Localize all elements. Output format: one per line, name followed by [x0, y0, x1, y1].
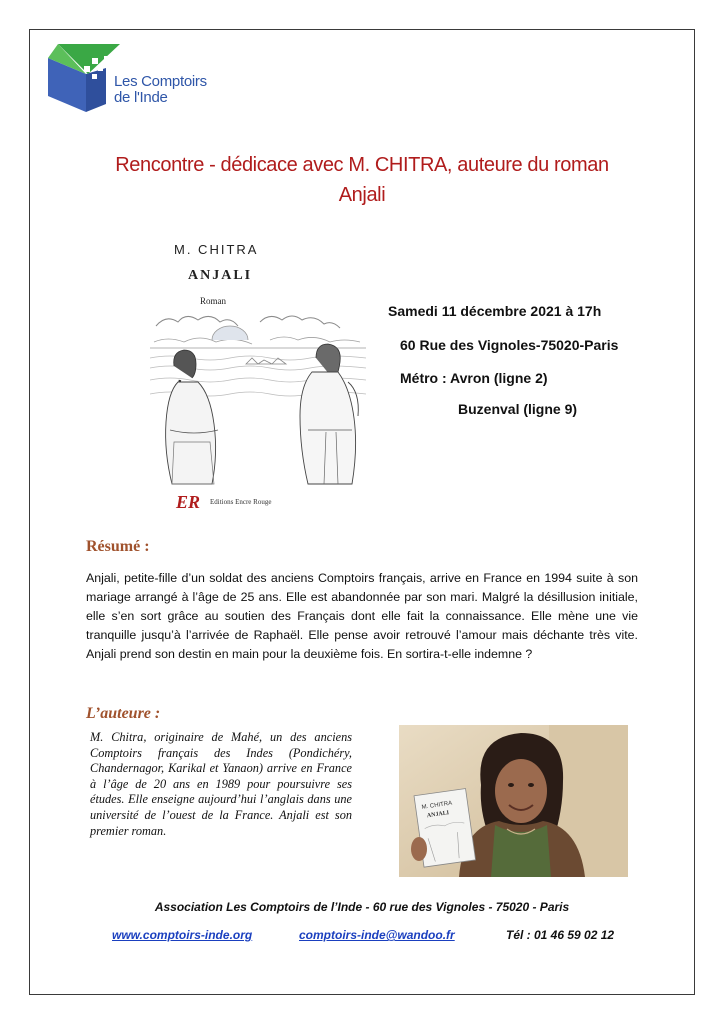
logo-text	[114, 74, 207, 106]
publisher-name: Editions Encre Rouge	[210, 498, 272, 506]
cover-genre: Roman	[200, 296, 226, 306]
event-metro-avron: Métro : Avron (ligne 2)	[400, 370, 548, 386]
book-cover	[150, 234, 366, 518]
footer-association: Association Les Comptoirs de l’Inde - 60 rue des Vignoles - 75020 - Paris	[154, 900, 570, 914]
photo-book-title: ANJALI	[426, 810, 450, 820]
publisher-emblem-icon	[174, 490, 204, 514]
cover-illustration	[150, 306, 366, 486]
email-link[interactable]: comptoirs-inde@wandoo.fr	[299, 928, 455, 942]
svg-text:ER: ER	[176, 492, 201, 512]
footer-phone: Tél : 01 46 59 02 12	[506, 928, 615, 942]
event-date: Samedi 11 décembre 2021 à 17h	[388, 303, 602, 319]
website-link[interactable]: www.comptoirs-inde.org	[112, 928, 253, 942]
page-title	[60, 150, 664, 210]
logo-line2: de l'Inde	[114, 89, 168, 106]
logo-emblem-icon	[48, 44, 124, 112]
auteure-heading: L’auteure :	[86, 705, 161, 722]
publisher-logo	[174, 490, 354, 514]
cover-title: ANJALI	[188, 268, 253, 283]
title-line2: Anjali	[338, 184, 386, 206]
author-photo	[399, 725, 628, 877]
resume-heading: Résumé :	[86, 538, 150, 555]
photo-book-author: M. CHITRA	[421, 800, 453, 811]
cover-author: M. CHITRA	[174, 242, 259, 257]
auteure-text: M. Chitra, originaire de Mahé, un des anciens Comptoirs français des Indes (Pondichéry, Chandernagor, Karikal et Yanaon) arrive en France à l’âge de 20 ans en 1989 pour poursuivre ses études. Elle enseigne aujourd’hui l’anglais dans une université de l’ouest de la France. Anjali est son premier roman.	[90, 730, 352, 838]
resume-text: Anjali, petite-fille d’un soldat des anciens Comptoirs français, arrive en France en 1994 suite à son mariage arrangé à l’âge de 25 ans. Elle est abandonnée par son mari. Malgré la désillusion initiale, elle s’en sort grâce au soutien des Français dont elle fait la connaissance. Elle mène une vie tranquille jusqu’à l’arrivée de Raphaël. Elle pense avoir retrouvé l’amour mais déchante très vite. Anjali prend son destin en main pour la deuxième fois. En sortira-t-elle indemne ?	[86, 571, 638, 661]
logo	[48, 44, 218, 112]
event-metro-buzenval: Buzenval (ligne 9)	[458, 401, 578, 417]
author-photo-image	[399, 725, 628, 877]
logo-line1: Les Comptoirs	[114, 73, 207, 90]
title-line1: Rencontre - dédicace avec M. CHITRA, auteure du roman	[115, 154, 609, 176]
event-address: 60 Rue des Vignoles-75020-Paris	[400, 337, 619, 353]
